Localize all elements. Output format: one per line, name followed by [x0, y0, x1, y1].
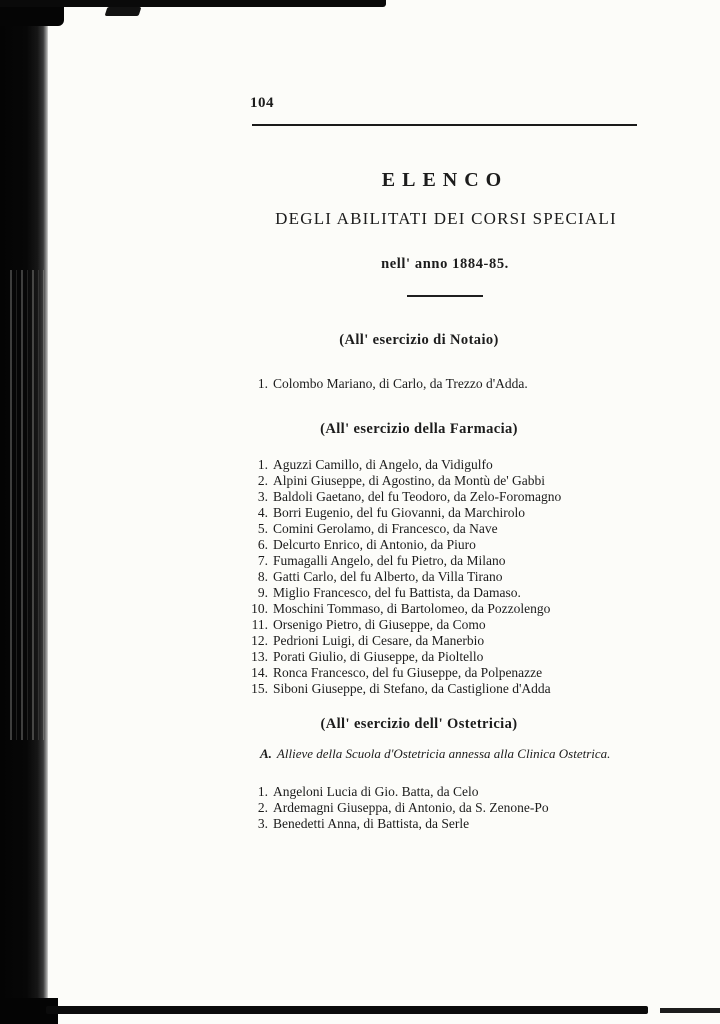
item-text: Baldoli Gaetano, del fu Teodoro, da Zelo-Foromagno [273, 489, 562, 504]
list-item [238, 537, 640, 553]
item-text: Moschini Tommaso, di Bartolomeo, da Pozzolengo [273, 601, 551, 616]
item-text: Orsenigo Pietro, di Giuseppe, da Como [273, 617, 486, 632]
item-text: Pedrioni Luigi, di Cesare, da Manerbio [273, 633, 485, 648]
scan-edge-bottom [46, 1006, 648, 1014]
item-text: Alpini Giuseppe, di Agostino, da Montù de' Gabbi [273, 473, 546, 488]
item-number: 2. [257, 473, 268, 488]
item-number: 1. [257, 784, 268, 799]
list-notaio [238, 376, 640, 392]
note-label: A. [260, 746, 272, 761]
list-item [238, 633, 640, 649]
item-text: Miglio Francesco, del fu Battista, da Damaso. [273, 585, 521, 600]
item-text: Borri Eugenio, del fu Giovanni, da Marchirolo [273, 505, 525, 520]
list-item [238, 601, 640, 617]
item-number: 15. [251, 681, 268, 696]
item-number: 4. [257, 505, 268, 520]
item-number: 9. [257, 585, 268, 600]
section-note [260, 746, 610, 762]
item-number: 6. [257, 537, 268, 552]
divider-rule [407, 295, 483, 297]
list-ostetricia [238, 784, 640, 832]
list-item [238, 681, 640, 697]
item-text: Angeloni Lucia di Gio. Batta, da Celo [273, 784, 479, 799]
document-subtitle: DEGLI ABILITATI DEI CORSI SPECIALI [275, 209, 617, 228]
item-text: Fumagalli Angelo, del fu Pietro, da Milano [273, 553, 506, 568]
list-item [238, 521, 640, 537]
item-text: Gatti Carlo, del fu Alberto, da Villa Tirano [273, 569, 503, 584]
item-number: 14. [251, 665, 268, 680]
item-number: 5. [257, 521, 268, 536]
list-item [238, 784, 640, 800]
item-text: Porati Giulio, di Giuseppe, da Pioltello [273, 649, 484, 664]
item-number: 11. [251, 617, 268, 632]
document-title: ELENCO [381, 169, 509, 191]
item-number: 1. [257, 376, 268, 391]
scan-edge-bottom-right [660, 1008, 720, 1013]
list-farmacia [238, 457, 640, 697]
scan-edge-top [0, 0, 386, 7]
item-text: Siboni Giuseppe, di Stefano, da Castiglione d'Adda [273, 681, 551, 696]
list-item [238, 505, 640, 521]
list-item [238, 457, 640, 473]
page-content [250, 95, 640, 975]
header-rule [252, 124, 637, 126]
item-text: Ardemagni Giuseppa, di Antonio, da S. Zenone-Po [273, 800, 549, 815]
list-item [238, 617, 640, 633]
list-item [238, 376, 640, 392]
section-heading-ostetricia: (All' esercizio dell' Ostetricia) [320, 716, 518, 732]
scan-edge-streaks [10, 270, 44, 740]
item-number: 2. [257, 800, 268, 815]
section-heading-farmacia: (All' esercizio della Farmacia) [320, 421, 518, 437]
item-text: Benedetti Anna, di Battista, da Serle [273, 816, 470, 831]
section-heading-notaio: (All' esercizio di Notaio) [339, 332, 499, 348]
year-line: nell' anno 1884-85. [381, 256, 509, 272]
item-number: 3. [257, 489, 268, 504]
list-item [238, 585, 640, 601]
scan-mark-top [105, 7, 142, 16]
item-number: 3. [257, 816, 268, 831]
item-number: 13. [251, 649, 268, 664]
list-item [238, 473, 640, 489]
item-number: 10. [251, 601, 268, 616]
list-item [238, 489, 640, 505]
item-text: Colombo Mariano, di Carlo, da Trezzo d'Adda. [273, 376, 528, 391]
item-number: 8. [257, 569, 268, 584]
item-text: Delcurto Enrico, di Antonio, da Piuro [273, 537, 476, 552]
item-number: 12. [251, 633, 268, 648]
item-number: 1. [257, 457, 268, 472]
note-text: Allieve della Scuola d'Ostetricia annessa alla Clinica Ostetrica. [276, 746, 611, 761]
list-item [238, 553, 640, 569]
list-item [238, 649, 640, 665]
item-text: Ronca Francesco, del fu Giuseppe, da Polpenazze [273, 665, 543, 680]
item-number: 7. [257, 553, 268, 568]
item-text: Comini Gerolamo, di Francesco, da Nave [273, 521, 498, 536]
list-item [238, 569, 640, 585]
list-item [238, 800, 640, 816]
item-text: Aguzzi Camillo, di Angelo, da Vidigulfo [273, 457, 493, 472]
list-item [238, 665, 640, 681]
list-item [238, 816, 640, 832]
page-number: 104 [250, 95, 274, 111]
